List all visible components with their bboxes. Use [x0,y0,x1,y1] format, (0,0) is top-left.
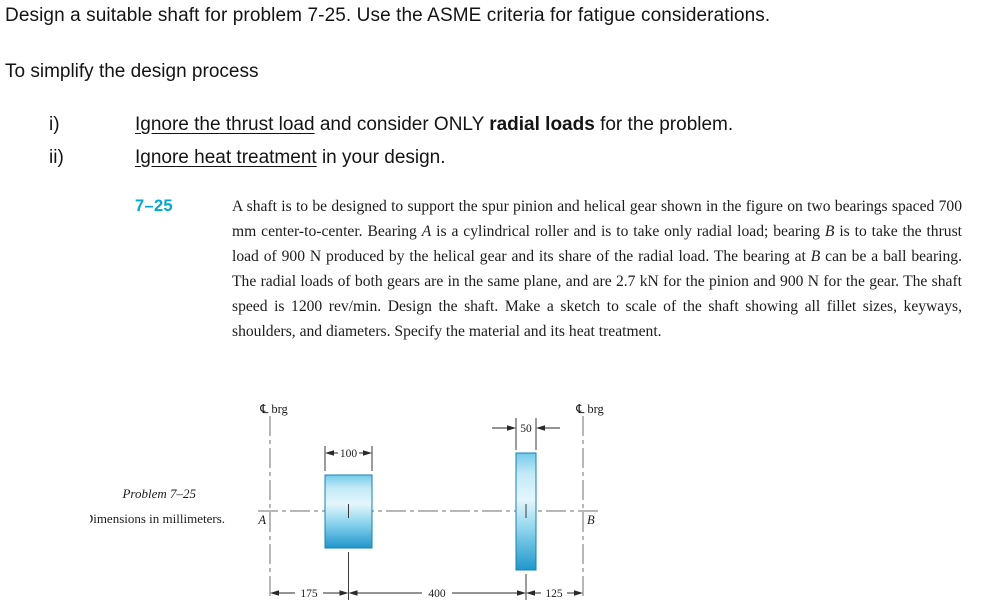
bearing-b-label: B [587,513,595,527]
problem-run: is to take the thrust load of 900 N produced by the helical gear and its share of the radial load. The bearing at [232,223,962,266]
end-phrase: in your design. [316,147,446,168]
list-marker-i: i) [49,114,60,135]
underlined-phrase: Ignore heat treatment [135,147,317,168]
centerline-brg-right-label: ℄ brg [576,402,604,416]
shaft-diagram [90,400,790,606]
intro-line: To simplify the design process [5,61,259,82]
plain-phrase: and consider ONLY [314,114,490,135]
bearing-a-label: A [258,513,266,527]
page-title: Design a suitable shaft for problem 7-25. Use the ASME criteria for fatigue considerations. [5,5,771,26]
shaft-figure [90,400,790,606]
dimension-175 [270,588,349,600]
figure-caption-units: Dimensions in millimeters. [90,511,225,526]
problem-number: 7–25 [135,197,173,215]
figure-caption-title: Problem 7–25 [122,486,196,501]
problem-run: is a cylindrical roller and is to take only radial load; bearing [431,223,825,241]
centerline-brg-left-label: ℄ brg [260,402,288,416]
bearing-a-ref: A [421,223,432,241]
bearing-b-ref: B [810,248,821,266]
dimension-100 [325,448,372,460]
list-marker-ii: ii) [49,147,64,168]
dimension-400 [349,588,527,600]
bearing-b-ref: B [824,223,835,241]
problem-statement [232,194,962,345]
end-phrase: for the problem. [594,114,734,135]
problem-run: can be a ball bearing. The radial loads of both gears are in the same plane, and are 2.7 kN for the pinion and 900 N for the gear. The shaft speed is 1200 rev/min. Design the shaft. Make a sketch to scale of the shaft showing all fillet sizes, keyways, shoulders, and diameters. Specify the material and its heat treatment. [232,248,962,341]
dim-100-label: 100 [339,448,358,460]
problem-run: A shaft is to be designed to support the spur pinion and helical gear shown in the figure on two bearings spaced 700 mm center-to-center. Bearing [232,198,962,241]
dimension-50 [492,423,560,435]
dimension-125 [526,588,583,600]
underlined-phrase: Ignore the thrust load [135,114,315,135]
dim-175-label: 175 [300,588,318,600]
dim-400-label: 400 [428,588,446,600]
list-text-i [135,114,965,136]
dim-125-label: 125 [545,588,563,600]
bold-phrase: radial loads [489,114,595,135]
list-text-ii [135,147,965,169]
dim-50-label: 50 [520,423,532,435]
